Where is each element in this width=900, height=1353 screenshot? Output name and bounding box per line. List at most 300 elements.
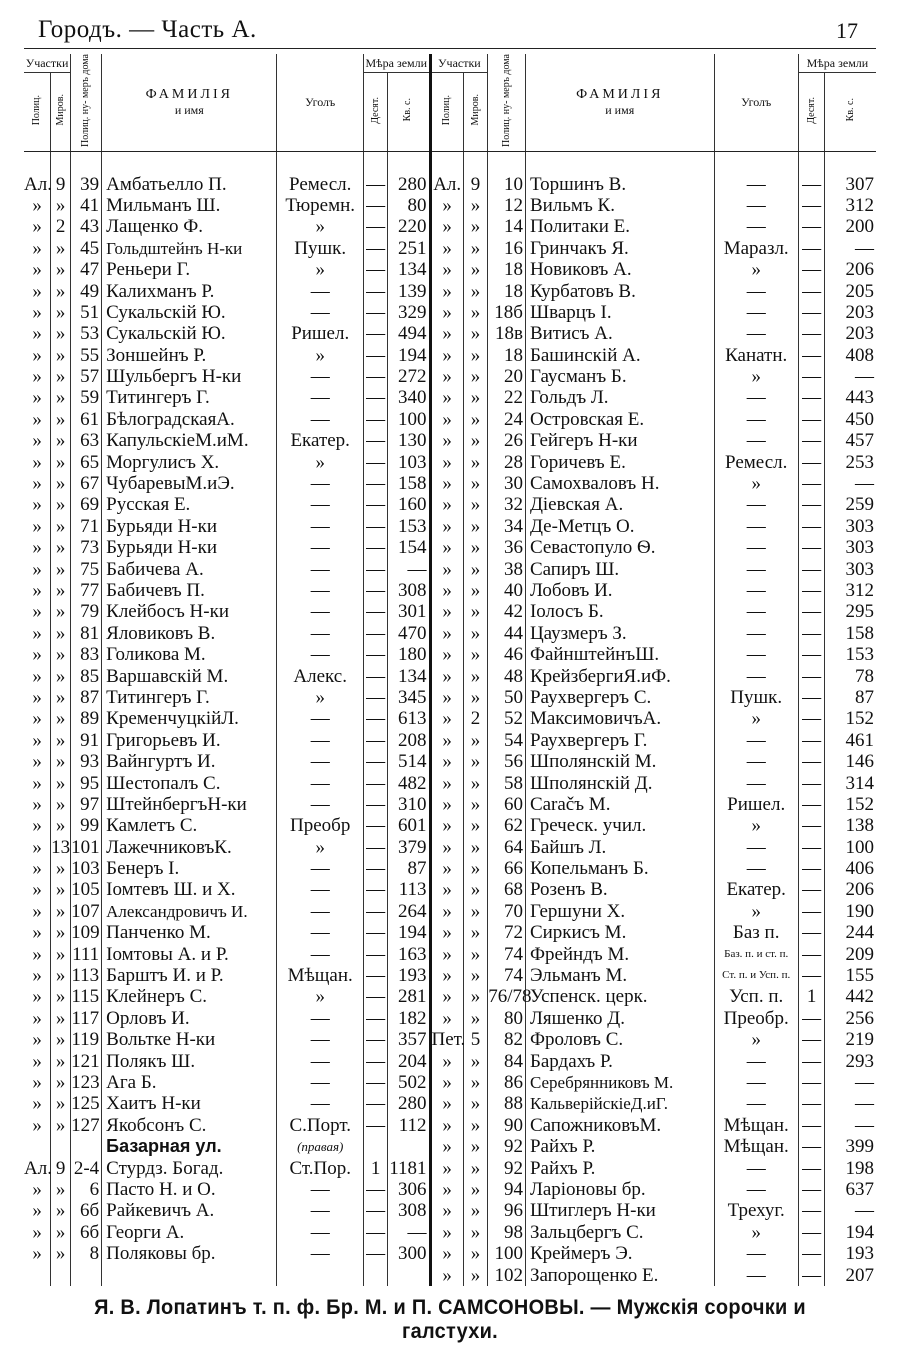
right-nomer-cell: 74 [488, 943, 526, 964]
left-uchastok-cell: » [32, 1050, 42, 1072]
right-familia-cell: Гольдъ Л. [525, 387, 714, 408]
left-uchastok-cell: » [32, 430, 42, 452]
left-kv-cell: 280 [388, 1093, 430, 1114]
right-mirov-cell: » [463, 280, 487, 301]
right-uchastok-cell: » [430, 1200, 463, 1221]
right-desyat-cell: — [798, 558, 825, 579]
right-desyat-cell: — [798, 302, 825, 323]
left-kv-cell: 310 [388, 794, 430, 815]
left-ugol-cell [277, 1264, 364, 1285]
right-familia-cell: Ларіоновы бр. [525, 1179, 714, 1200]
left-familia-cell: Георги А. [102, 1222, 277, 1243]
table-row [24, 1029, 876, 1050]
left-nomer-cell: 6 [71, 1179, 102, 1200]
left-desyat-cell: — [363, 1029, 387, 1050]
right-nomer-cell: 90 [488, 1115, 526, 1136]
right-uchastok-cell: » [430, 1008, 463, 1029]
left-uchastok-cell: » [32, 1007, 42, 1029]
left-nomer-cell: 83 [71, 644, 102, 665]
col-mera-left: Мѣра земли [363, 54, 430, 73]
left-ugol-cell: — [277, 751, 364, 772]
right-ugol-cell: Канатн. [714, 345, 798, 366]
left-nomer-cell: 59 [71, 387, 102, 408]
left-familia-cell: Бабичевъ П. [102, 580, 277, 601]
right-desyat-cell: — [798, 173, 825, 194]
left-kv-cell: 308 [388, 580, 430, 601]
left-familia-cell: Голикова М. [102, 644, 277, 665]
left-ugol-cell: — [277, 516, 364, 537]
left-ugol-cell: — [277, 1222, 364, 1243]
right-desyat-cell: — [798, 238, 825, 259]
left-mirov-cell: » [51, 494, 71, 515]
right-familia-cell: Курбатовъ В. [525, 280, 714, 301]
right-nomer-cell: 18б [488, 302, 526, 323]
right-desyat-cell: — [798, 623, 825, 644]
col-ugol-left: Уголъ [277, 54, 364, 152]
right-familia-cell: Саračъ М. [525, 794, 714, 815]
left-kv-cell: 1181 [388, 1157, 430, 1178]
right-mirov-cell: » [463, 366, 487, 387]
left-desyat-cell: 1 [363, 1157, 387, 1178]
left-mirov-cell: » [51, 943, 71, 964]
left-uchastok-cell: » [32, 943, 42, 965]
right-desyat-cell: — [798, 1050, 825, 1071]
right-ugol-cell: — [714, 1072, 798, 1093]
left-uchastok-cell: » [32, 1178, 42, 1200]
right-desyat-cell: — [798, 1157, 825, 1178]
left-familia-cell: Стурдз. Богад. [102, 1157, 277, 1178]
left-mirov-cell: » [51, 965, 71, 986]
table-row [24, 794, 876, 815]
right-familia-cell: Сиркисъ М. [525, 922, 714, 943]
right-uchastok-cell: » [430, 409, 463, 430]
right-kv-cell: 399 [825, 1136, 876, 1157]
right-nomer-cell: 24 [488, 409, 526, 430]
right-uchastok-cell: » [430, 1072, 463, 1093]
right-familia-cell: Раухвергеръ Г. [525, 730, 714, 751]
right-desyat-cell: — [798, 708, 825, 729]
right-familia-cell: СапожниковъМ. [525, 1115, 714, 1136]
left-familia-cell: Орловъ И. [102, 1008, 277, 1029]
right-ugol-cell: Усп. п. [714, 986, 798, 1007]
right-ugol-cell: Ремесл. [714, 451, 798, 472]
left-familia-cell: Амбатьелло П. [102, 173, 277, 194]
table-body [24, 152, 876, 1286]
table-row [24, 1157, 876, 1178]
right-uchastok-cell: » [430, 1157, 463, 1178]
left-mirov-cell: » [51, 601, 71, 622]
right-desyat-cell: — [798, 280, 825, 301]
right-kv-cell: 146 [825, 751, 876, 772]
right-uchastok-cell: » [430, 195, 463, 216]
right-nomer-cell: 42 [488, 601, 526, 622]
right-kv-cell: 206 [825, 259, 876, 280]
left-nomer-cell: 77 [71, 580, 102, 601]
left-uchastok-cell: » [32, 408, 42, 430]
right-kv-cell: 461 [825, 730, 876, 751]
table-row [24, 922, 876, 943]
right-desyat-cell: — [798, 409, 825, 430]
left-kv-cell: 182 [388, 1008, 430, 1029]
right-desyat-cell: — [798, 858, 825, 879]
right-nomer-cell: 66 [488, 858, 526, 879]
left-familia-cell: ШтейнбергъН-ки [102, 794, 277, 815]
right-familia-cell: Іолосъ Б. [525, 601, 714, 622]
left-nomer-cell: 125 [71, 1093, 102, 1114]
right-desyat-cell: — [798, 451, 825, 472]
right-ugol-cell: — [714, 580, 798, 601]
right-nomer-cell: 48 [488, 665, 526, 686]
page-number: 17 [836, 18, 858, 43]
left-desyat-cell: — [363, 965, 387, 986]
left-desyat-cell: — [363, 1093, 387, 1114]
right-familia-cell: Сапиръ Ш. [525, 558, 714, 579]
left-ugol-cell: — [277, 387, 364, 408]
right-ugol-cell: » [714, 259, 798, 280]
right-familia-cell: Шполянскій Д. [525, 772, 714, 793]
right-ugol-cell: » [714, 901, 798, 922]
left-kv-cell: 502 [388, 1072, 430, 1093]
left-familia-cell: Александровичъ И. [102, 901, 277, 922]
right-mirov-cell: » [463, 1008, 487, 1029]
right-ugol-cell: — [714, 1179, 798, 1200]
right-desyat-cell: — [798, 1029, 825, 1050]
left-mirov-cell: 9 [51, 173, 71, 194]
left-familia-cell: Сукальскій Ю. [102, 323, 277, 344]
left-nomer-cell: 2-4 [71, 1157, 102, 1178]
right-kv-cell: 153 [825, 644, 876, 665]
left-nomer-cell [71, 1136, 102, 1157]
right-desyat-cell: — [798, 601, 825, 622]
right-nomer-cell: 94 [488, 1179, 526, 1200]
left-desyat-cell: — [363, 687, 387, 708]
table-row [24, 409, 876, 430]
right-uchastok-cell: » [430, 1093, 463, 1114]
right-mirov-cell: » [463, 430, 487, 451]
left-familia-cell: Лащенко Ф. [102, 216, 277, 237]
right-mirov-cell: » [463, 323, 487, 344]
left-desyat-cell: — [363, 1050, 387, 1071]
table-row [24, 1200, 876, 1221]
left-uchastok-cell: » [32, 772, 42, 794]
right-uchastok-cell: » [430, 751, 463, 772]
left-desyat-cell: — [363, 943, 387, 964]
right-familia-cell: Башинскій А. [525, 345, 714, 366]
col-mera-right: Мѣра земли [798, 54, 876, 73]
right-familia-cell: ФайнштейнъШ. [525, 644, 714, 665]
left-ugol-cell: С.Порт. [277, 1115, 364, 1136]
col-nomer-left: Полиц. ну- меръ дома [71, 54, 102, 152]
right-kv-cell: 219 [825, 1029, 876, 1050]
right-nomer-cell: 52 [488, 708, 526, 729]
right-uchastok-cell: » [430, 558, 463, 579]
right-nomer-cell: 82 [488, 1029, 526, 1050]
left-familia-cell: Шульбергъ Н-ки [102, 366, 277, 387]
right-uchastok-cell: » [430, 580, 463, 601]
right-mirov-cell: » [463, 516, 487, 537]
left-mirov-cell: 2 [51, 216, 71, 237]
right-desyat-cell: — [798, 1136, 825, 1157]
right-familia-cell: Гершуни Х. [525, 901, 714, 922]
right-mirov-cell: » [463, 238, 487, 259]
left-ugol-cell: — [277, 943, 364, 964]
left-uchastok-cell: Ал. [24, 1157, 52, 1179]
right-nomer-cell: 86 [488, 1072, 526, 1093]
right-familia-cell: Лобовъ И. [525, 580, 714, 601]
left-kv-cell: 220 [388, 216, 430, 237]
right-desyat-cell: 1 [798, 986, 825, 1007]
right-familia-cell: Байшъ Л. [525, 837, 714, 858]
left-familia-cell: Титингеръ Г. [102, 687, 277, 708]
right-kv-cell: 205 [825, 280, 876, 301]
right-uchastok-cell: » [430, 1264, 463, 1285]
table-row [24, 473, 876, 494]
table-row [24, 1136, 876, 1157]
right-ugol-cell: Трехуг. [714, 1200, 798, 1221]
left-ugol-cell: » [277, 986, 364, 1007]
left-desyat-cell: — [363, 409, 387, 430]
left-ugol-cell: Ришел. [277, 323, 364, 344]
table-row [24, 965, 876, 986]
left-kv-cell: 158 [388, 473, 430, 494]
left-familia-cell: Барштъ И. и Р. [102, 965, 277, 986]
right-familia-cell: Шполянскій М. [525, 751, 714, 772]
right-mirov-cell: » [463, 302, 487, 323]
right-desyat-cell: — [798, 922, 825, 943]
left-kv-cell [388, 1136, 430, 1157]
left-kv-cell: 113 [388, 879, 430, 900]
left-familia-cell: Бенеръ І. [102, 858, 277, 879]
left-desyat-cell: — [363, 387, 387, 408]
left-ugol-cell: » [277, 451, 364, 472]
right-nomer-cell: 68 [488, 879, 526, 900]
right-desyat-cell: — [798, 665, 825, 686]
left-familia-cell: Базарная ул. [102, 1136, 277, 1157]
left-ugol-cell: — [277, 922, 364, 943]
left-kv-cell: 251 [388, 238, 430, 259]
right-uchastok-cell: » [430, 943, 463, 964]
right-familia-cell: Греческ. учил. [525, 815, 714, 836]
right-desyat-cell: — [798, 772, 825, 793]
right-mirov-cell: » [463, 986, 487, 1007]
left-ugol-cell: — [277, 730, 364, 751]
right-nomer-cell: 92 [488, 1136, 526, 1157]
left-familia-cell: Полякъ Ш. [102, 1050, 277, 1071]
left-ugol-cell: Ст.Пор. [277, 1157, 364, 1178]
left-uchastok-cell [24, 1264, 51, 1285]
left-ugol-cell: — [277, 623, 364, 644]
left-mirov-cell: » [51, 1050, 71, 1071]
right-ugol-cell: Маразл. [714, 238, 798, 259]
left-uchastok-cell: » [32, 1114, 42, 1136]
col-mirov-right: Миров. [463, 73, 487, 152]
right-mirov-cell: » [463, 815, 487, 836]
left-familia-cell: Варшавскій М. [102, 665, 277, 686]
left-familia-cell: Русская Е. [102, 494, 277, 515]
table-row [24, 216, 876, 237]
table-row [24, 494, 876, 515]
right-kv-cell: 209 [825, 943, 876, 964]
left-desyat-cell: — [363, 537, 387, 558]
left-nomer-cell: 51 [71, 302, 102, 323]
right-desyat-cell: — [798, 580, 825, 601]
left-desyat-cell: — [363, 1222, 387, 1243]
right-mirov-cell: » [463, 879, 487, 900]
right-uchastok-cell: » [430, 259, 463, 280]
left-familia-cell: Яловиковъ В. [102, 623, 277, 644]
right-ugol-cell: — [714, 1093, 798, 1114]
right-familia-cell: Фроловъ С. [525, 1029, 714, 1050]
left-uchastok-cell: » [32, 686, 42, 708]
right-nomer-cell: 20 [488, 366, 526, 387]
left-desyat-cell: — [363, 173, 387, 194]
right-kv-cell: 207 [825, 1264, 876, 1285]
left-ugol-cell: — [277, 409, 364, 430]
left-ugol-cell: — [277, 558, 364, 579]
right-kv-cell: 406 [825, 858, 876, 879]
left-desyat-cell: — [363, 516, 387, 537]
right-mirov-cell: » [463, 345, 487, 366]
left-ugol-cell: — [277, 1200, 364, 1221]
right-ugol-cell: Преобр. [714, 1008, 798, 1029]
right-uchastok-cell: » [430, 901, 463, 922]
left-nomer-cell: 97 [71, 794, 102, 815]
right-uchastok-cell: » [430, 837, 463, 858]
table-row [24, 901, 876, 922]
left-ugol-cell: Алекс. [277, 665, 364, 686]
right-kv-cell: 198 [825, 1157, 876, 1178]
right-nomer-cell: 54 [488, 730, 526, 751]
left-familia-cell: БѣлоградскаяА. [102, 409, 277, 430]
right-uchastok-cell: » [430, 516, 463, 537]
right-ugol-cell: — [714, 302, 798, 323]
right-ugol-cell: Ришел. [714, 794, 798, 815]
table-header [24, 54, 876, 152]
right-ugol-cell: » [714, 815, 798, 836]
left-kv-cell: — [388, 558, 430, 579]
table-row [24, 772, 876, 793]
table-row [24, 451, 876, 472]
right-mirov-cell: » [463, 1179, 487, 1200]
col-familia-right: ФАМИЛІЯ и имя [525, 54, 714, 152]
left-desyat-cell [363, 1264, 387, 1285]
left-uchastok-cell: » [32, 1200, 42, 1222]
left-nomer-cell: 65 [71, 451, 102, 472]
col-uchastki-left: Участки [24, 54, 71, 73]
right-kv-cell: — [825, 1200, 876, 1221]
right-uchastok-cell: » [430, 794, 463, 815]
right-mirov-cell: » [463, 558, 487, 579]
right-nomer-cell: 14 [488, 216, 526, 237]
left-nomer-cell: 127 [71, 1115, 102, 1136]
right-familia-cell: Серебрянниковъ М. [525, 1072, 714, 1093]
left-mirov-cell: » [51, 1093, 71, 1114]
right-uchastok-cell: » [430, 1179, 463, 1200]
right-mirov-cell: » [463, 1243, 487, 1264]
left-desyat-cell: — [363, 1008, 387, 1029]
left-familia-cell: КапульскіеМ.иМ. [102, 430, 277, 451]
col-polits-right: Полиц. [430, 73, 463, 152]
right-mirov-cell: » [463, 451, 487, 472]
right-desyat-cell: — [798, 1222, 825, 1243]
right-uchastok-cell: » [430, 323, 463, 344]
left-ugol-cell: Тюремн. [277, 195, 364, 216]
right-kv-cell: 158 [825, 623, 876, 644]
left-nomer-cell: 39 [71, 173, 102, 194]
right-ugol-cell: — [714, 858, 798, 879]
right-mirov-cell: » [463, 1157, 487, 1178]
left-desyat-cell: — [363, 1243, 387, 1264]
table-row [24, 302, 876, 323]
left-uchastok-cell: » [32, 836, 42, 858]
right-desyat-cell: — [798, 1200, 825, 1221]
left-desyat-cell: — [363, 558, 387, 579]
left-desyat-cell [363, 1136, 387, 1157]
left-familia-cell: ЧубаревыМ.иЭ. [102, 473, 277, 494]
left-ugol-cell: — [277, 1093, 364, 1114]
right-desyat-cell: — [798, 537, 825, 558]
left-ugol-cell: Екатер. [277, 430, 364, 451]
right-mirov-cell: » [463, 965, 487, 986]
right-desyat-cell: — [798, 751, 825, 772]
left-kv-cell: 300 [388, 1243, 430, 1264]
left-familia-cell: Реньери Г. [102, 259, 277, 280]
right-nomer-cell: 58 [488, 772, 526, 793]
right-desyat-cell: — [798, 473, 825, 494]
right-ugol-cell: — [714, 387, 798, 408]
left-uchastok-cell: » [32, 601, 42, 623]
right-kv-cell: 203 [825, 323, 876, 344]
right-uchastok-cell: » [430, 986, 463, 1007]
left-mirov-cell: » [51, 751, 71, 772]
right-kv-cell: 203 [825, 302, 876, 323]
left-kv-cell: 306 [388, 1179, 430, 1200]
right-ugol-cell: — [714, 323, 798, 344]
right-uchastok-cell: » [430, 772, 463, 793]
table-row [24, 366, 876, 387]
left-kv-cell: 470 [388, 623, 430, 644]
right-desyat-cell: — [798, 794, 825, 815]
left-mirov-cell: » [51, 815, 71, 836]
left-nomer-cell: 53 [71, 323, 102, 344]
left-kv-cell: 301 [388, 601, 430, 622]
right-familia-cell: Гринчакъ Я. [525, 238, 714, 259]
right-nomer-cell: 36 [488, 537, 526, 558]
left-desyat-cell: — [363, 366, 387, 387]
left-nomer-cell: 81 [71, 623, 102, 644]
table-row [24, 601, 876, 622]
left-nomer-cell: 121 [71, 1050, 102, 1071]
right-uchastok-cell: Ал. [430, 173, 463, 194]
col-ugol-right: Уголъ [714, 54, 798, 152]
left-ugol-cell: — [277, 366, 364, 387]
left-familia-cell: Клейбосъ Н-ки [102, 601, 277, 622]
left-familia-cell: Шестопалъ С. [102, 772, 277, 793]
right-nomer-cell: 34 [488, 516, 526, 537]
right-ugol-cell: » [714, 366, 798, 387]
right-uchastok-cell: » [430, 238, 463, 259]
left-ugol-cell: — [277, 580, 364, 601]
left-mirov-cell: » [51, 1243, 71, 1264]
left-familia-cell: Поляковы бр. [102, 1243, 277, 1264]
left-kv-cell: 160 [388, 494, 430, 515]
left-uchastok-cell: » [32, 194, 42, 216]
left-mirov-cell: » [51, 195, 71, 216]
right-desyat-cell: — [798, 1008, 825, 1029]
right-nomer-cell: 76/78 [488, 986, 532, 1008]
col-nomer-right: Полиц. ну- меръ дома [488, 54, 526, 152]
right-nomer-cell: 50 [488, 687, 526, 708]
